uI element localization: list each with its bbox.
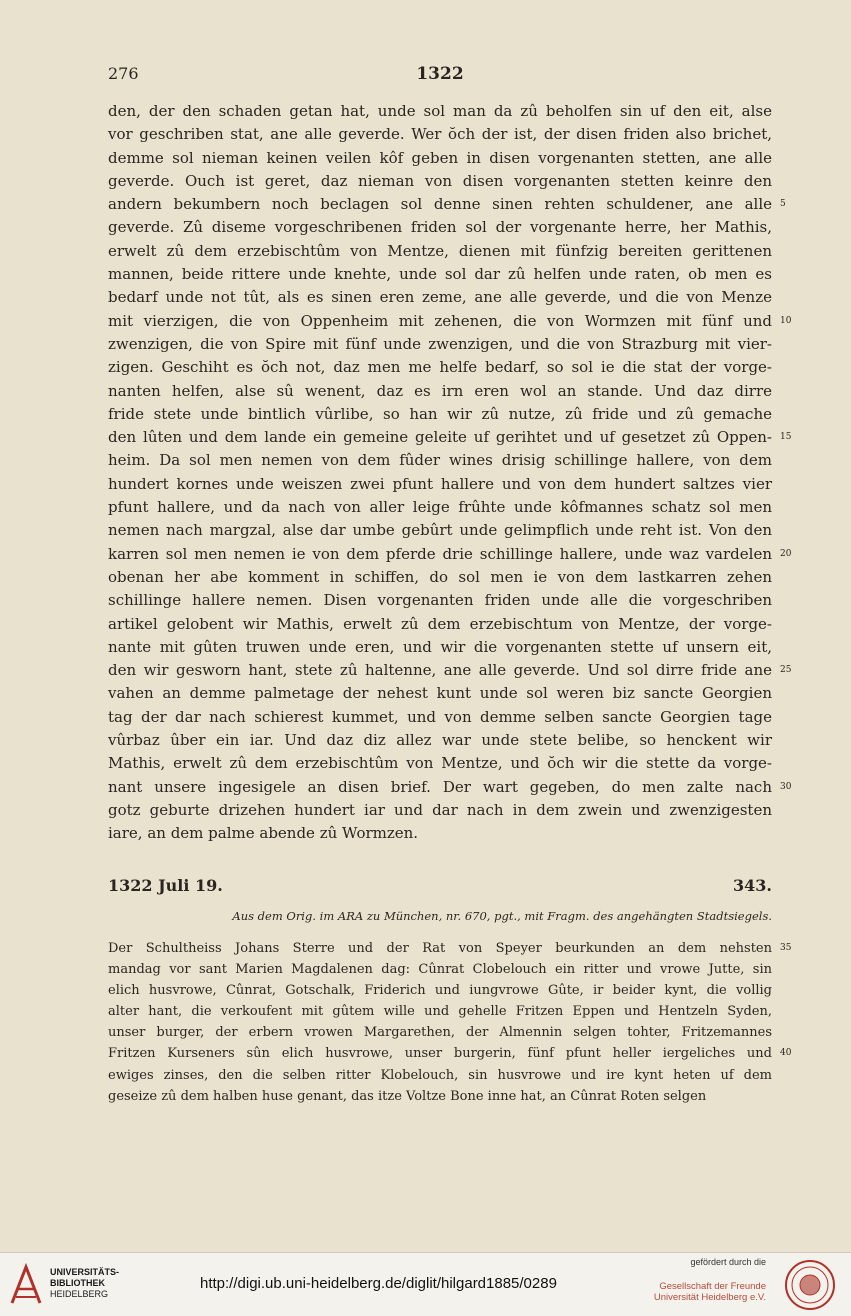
document-text-block bbox=[108, 938, 792, 1107]
text-line-content: elich husvrowe, Cûnrat, Gotschalk, Friderich und iungvrowe Gûte, ir beider kynt, die vollig bbox=[108, 983, 772, 999]
text-line bbox=[108, 356, 772, 379]
text-line-content: alter hant, die verkoufent mit gûtem wille und gehelle Fritzen Eppen und Hentzeln Syden, bbox=[108, 1004, 772, 1020]
text-line-content: artikel gelobent wir Mathis, erwelt zû dem erzebischtum von Mentze, der vorge- bbox=[108, 614, 772, 633]
text-line-content: unser burger, der erbern vrowen Margarethen, der Almennin selgen tohter, Fritzemannes bbox=[108, 1025, 772, 1041]
society-name-line: Gesellschaft der Freunde bbox=[659, 1281, 766, 1292]
text-line-content: vûrbaz ûber ein iar. Und daz diz allez war unde stete belibe, so henckent wir bbox=[108, 731, 772, 750]
main-text-block bbox=[108, 100, 792, 846]
text-line-content: iare, an dem palme abende zû Wormzen. bbox=[108, 824, 419, 843]
text-line-content: vor geschriben stat, ane alle geverde. Wer ŏch der ist, der disen friden also brichet, bbox=[108, 125, 772, 144]
funding-label: gefördert durch die bbox=[690, 1257, 766, 1267]
text-line-content: geseize zû dem halben huse genant, das itze Voltze Bone inne hat, an Cûnrat Roten selgen bbox=[108, 1088, 707, 1104]
text-line-content: Fritzen Kurseners sûn elich husvrowe, unser burgerin, fünf pfunt heller iergeliches und bbox=[108, 1046, 772, 1062]
text-line-content: fride stete unde bintlich vûrlibe, so han wir zû nutze, zû fride und zû gemache bbox=[108, 404, 772, 423]
text-line bbox=[108, 566, 772, 589]
line-number: 30 bbox=[780, 781, 792, 792]
text-line bbox=[108, 426, 792, 449]
text-line-content: demme sol nieman keinen veilen kôf geben in disen vorgenanten stetten, ane alle bbox=[108, 148, 772, 167]
text-line bbox=[108, 170, 772, 193]
text-line-content: den wir gesworn hant, stete zû haltenne, ane alle geverde. Und sol dirre fride ane bbox=[108, 661, 772, 680]
text-line-content: gotz geburte drizehen hundert iar und dar nach in dem zwein und zwenzigesten bbox=[108, 800, 772, 819]
text-line bbox=[108, 519, 772, 542]
document-heading bbox=[108, 876, 772, 900]
text-line-content: nant unsere ingesigele an disen brief. Der wart gegeben, do men zalte nach bbox=[108, 777, 772, 796]
text-line bbox=[108, 310, 792, 333]
society-name-line: Universität Heidelberg e.V. bbox=[653, 1292, 766, 1303]
text-line bbox=[108, 193, 786, 216]
text-line bbox=[108, 682, 772, 705]
text-line-content: obenan her abe komment in schiffen, do sol men ie von dem lastkarren zehen bbox=[108, 567, 772, 586]
line-number: 25 bbox=[780, 665, 792, 676]
text-line-content: hundert kornes unde weiszen zwei pfunt hallere und von dem hundert saltzes vier bbox=[108, 474, 772, 493]
page-year-heading: 1322 bbox=[416, 64, 464, 84]
text-line-content: geverde. Zû diseme vorgeschribenen friden sol der vorgenante herre, her Mathis, bbox=[108, 218, 772, 237]
text-line bbox=[108, 449, 772, 472]
text-line bbox=[108, 1022, 772, 1043]
text-line bbox=[108, 473, 772, 496]
text-line-content: pfunt hallere, und da nach von aller leige frûhte unde kôfmannes schatz sol men bbox=[108, 498, 772, 517]
text-line bbox=[108, 752, 772, 775]
line-number: 40 bbox=[780, 1048, 792, 1059]
text-line bbox=[108, 496, 772, 519]
line-number: 5 bbox=[780, 199, 786, 210]
text-line bbox=[108, 263, 772, 286]
funding-note bbox=[640, 1257, 766, 1303]
page-header bbox=[108, 64, 772, 88]
text-line-content: mannen, beide rittere unde knehte, unde sol dar zû helfen unde raten, ob men es bbox=[108, 265, 772, 284]
text-line-content: Der Schultheiss Johans Sterre und der Rat von Speyer beurkunden an dem nehsten bbox=[108, 941, 772, 956]
text-line bbox=[108, 1043, 792, 1064]
text-line bbox=[108, 286, 772, 309]
text-line-content: den lûten und dem lande ein gemeine geleite uf gerihtet und uf gesetzet zû Oppen- bbox=[108, 428, 772, 447]
university-seal-icon bbox=[784, 1259, 836, 1311]
text-line-content: bedarf unde not tût, als es sinen eren zeme, ane alle geverde, und die von Menze bbox=[108, 288, 772, 307]
text-line bbox=[108, 938, 792, 959]
text-line bbox=[108, 1065, 772, 1086]
text-line bbox=[108, 240, 772, 263]
text-line bbox=[108, 959, 772, 980]
permalink-url[interactable]: http://digi.ub.uni-heidelberg.de/diglit/hilgard1885/0289 bbox=[200, 1275, 557, 1292]
line-number: 15 bbox=[780, 432, 792, 443]
document-number: 343. bbox=[733, 876, 772, 895]
text-line-content: Mathis, erwelt zû dem erzebischtûm von Mentze, und ŏch wir die stette da vorge- bbox=[108, 754, 772, 773]
text-line-content: geverde. Ouch ist geret, daz nieman von disen vorgenanten stetten keinre den bbox=[108, 171, 772, 190]
text-line bbox=[108, 706, 772, 729]
text-line bbox=[108, 980, 772, 1001]
text-line bbox=[108, 543, 792, 566]
text-line-content: tag der dar nach schierest kummet, und von demme selben sancte Georgien tage bbox=[108, 707, 772, 726]
text-line bbox=[108, 613, 772, 636]
library-name-line: BIBLIOTHEK bbox=[50, 1278, 105, 1288]
text-line bbox=[108, 822, 772, 845]
page-number: 276 bbox=[108, 64, 139, 83]
text-line-content: andern bekumbern noch beclagen sol denne sinen rehten schuldener, ane alle bbox=[108, 195, 772, 214]
text-line bbox=[108, 659, 792, 682]
line-number: 20 bbox=[780, 548, 792, 559]
text-line bbox=[108, 1001, 772, 1022]
digitization-footer bbox=[0, 1252, 851, 1316]
document-date: 1322 Juli 19. bbox=[108, 876, 223, 895]
text-line-content: mit vierzigen, die von Oppenheim mit zehenen, die von Wormzen mit fünf und bbox=[108, 311, 772, 330]
library-name bbox=[50, 1267, 119, 1300]
line-number: 35 bbox=[780, 943, 792, 953]
text-line bbox=[108, 147, 772, 170]
text-line-content: nanten helfen, alse sû wenent, daz es irn eren wol an stande. Und daz dirre bbox=[108, 381, 772, 400]
text-line-content: ewiges zinses, den die selben ritter Klobelouch, sin husvrowe und ire kynt heten uf dem bbox=[108, 1067, 772, 1083]
text-line-content: karren sol men nemen ie von dem pferde drie schillinge hallere, unde waz vardelen bbox=[108, 544, 772, 563]
library-name-line: UNIVERSITÄTS- bbox=[50, 1267, 120, 1277]
text-line bbox=[108, 729, 772, 752]
text-line bbox=[108, 123, 772, 146]
text-line bbox=[108, 380, 772, 403]
document-source-note: Aus dem Orig. im ARA zu München, nr. 670, pgt., mit Fragm. des angehängten Stadtsiegels. bbox=[232, 909, 772, 923]
text-line bbox=[108, 1086, 772, 1107]
text-line bbox=[108, 100, 772, 123]
text-line-content: nemen nach margzal, alse dar umbe gebûrt unde gelimpflich unde reht ist. Von den bbox=[108, 521, 772, 540]
text-line-content: erwelt zû dem erzebischtûm von Mentze, dienen mit fünfzig bereiten gerittenen bbox=[108, 241, 772, 260]
text-line-content: vahen an demme palmetage der nehest kunt unde sol weren biz sancte Georgien bbox=[108, 684, 772, 703]
text-line-content: zwenzigen, die von Spire mit fünf unde zwenzigen, und die von Strazburg mit vier- bbox=[108, 334, 772, 353]
text-line bbox=[108, 776, 792, 799]
text-line-content: zigen. Geschiht es ŏch not, daz men me helfe bedarf, so sol ie die stat der vorge- bbox=[108, 358, 772, 377]
text-line-content: schillinge hallere nemen. Disen vorgenanten friden unde alle die vorgeschriben bbox=[108, 591, 772, 610]
text-line-content: nante mit gûten truwen unde eren, und wir die vorgenanten stette uf unsern eit, bbox=[108, 637, 772, 656]
text-line bbox=[108, 333, 772, 356]
library-name-line: HEIDELBERG bbox=[50, 1289, 109, 1299]
text-line bbox=[108, 589, 772, 612]
text-line-content: mandag vor sant Marien Magdalenen dag: Cûnrat Clobelouch ein ritter und vrowe Jutte, sin bbox=[108, 962, 772, 978]
text-line bbox=[108, 403, 772, 426]
text-line bbox=[108, 799, 772, 822]
library-logo-icon bbox=[8, 1263, 44, 1307]
society-name bbox=[640, 1281, 766, 1303]
text-line bbox=[108, 636, 772, 659]
text-line-content: heim. Da sol men nemen von dem fûder wines drisig schillinge hallere, von dem bbox=[108, 451, 772, 470]
text-line bbox=[108, 216, 772, 239]
line-number: 10 bbox=[780, 315, 792, 326]
text-line-content: den, der den schaden getan hat, unde sol man da zû beholfen sin uf den eit, alse bbox=[108, 102, 772, 120]
